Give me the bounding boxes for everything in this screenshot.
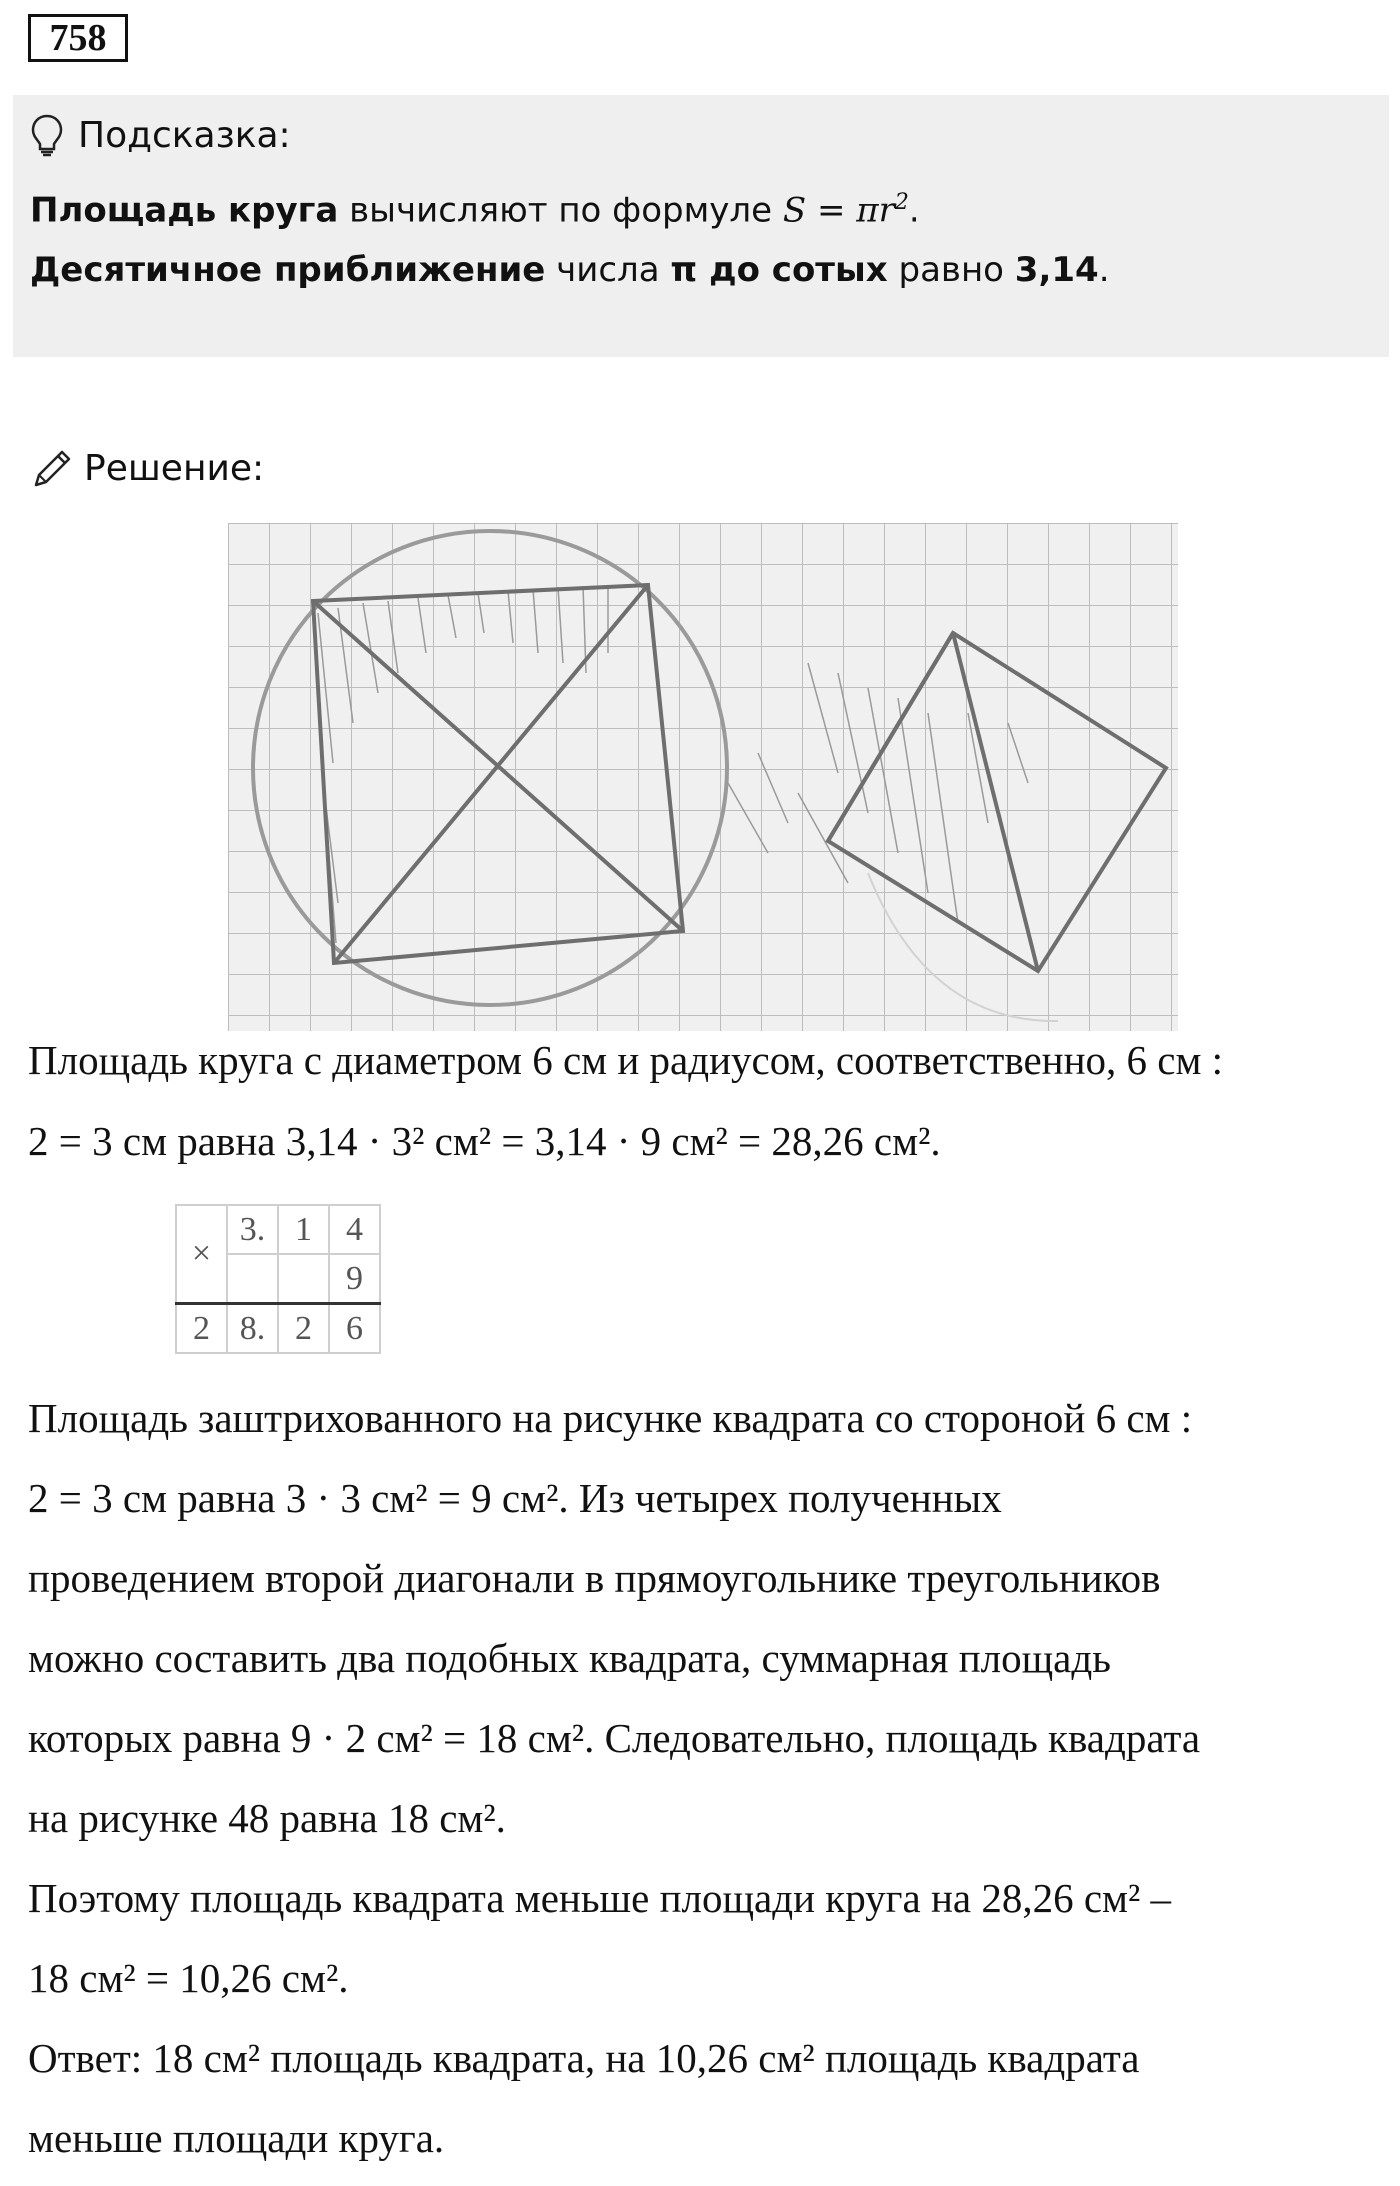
calc-cell [278,1254,329,1304]
formula-exponent: 2 [894,190,909,215]
calc-result-cell: 2 [278,1304,329,1354]
solution-paragraph: 2 = 3 см равна 3,14 · 3² см² = 3,14 · 9 см² = 28,26 см². [28,1118,941,1164]
multiply-sign: × [176,1205,227,1304]
task-number: 758 [28,14,128,62]
hint-line-pi [30,250,1110,290]
solution-drawing [228,523,1178,1031]
solution-title-text: Решение: [84,447,265,489]
calc-cell [227,1254,278,1304]
hint-text: вычисляют по формуле [338,190,783,231]
solution-paragraph: Площадь круга с диаметром 6 см и радиусом, соответственно, 6 см : [28,1037,1224,1083]
solution-paragraph: можно составить два подобных квадрата, суммарная площадь [28,1635,1111,1681]
solution-paragraph: Поэтому площадь квадрата меньше площади круга на 28,26 см² – [28,1875,1172,1921]
calc-cell: 3. [227,1205,278,1254]
solution-paragraph: Площадь заштрихованного на рисунке квадрата со стороной 6 см : [28,1395,1193,1441]
hint-line-end: . [908,190,920,231]
hint-line-formula [30,190,920,230]
calc-result-cell: 6 [329,1304,380,1354]
calc-cell: 1 [278,1205,329,1254]
answer-paragraph: меньше площади круга. [28,2115,445,2161]
hint-bold-circle-area: Площадь круга [30,190,339,231]
calc-result-cell: 2 [176,1304,227,1354]
calc-cell: 9 [329,1254,380,1304]
hint-title-text: Подсказка: [78,114,291,156]
solution-paragraph: которых равна 9 · 2 см² = 18 см². Следовательно, площадь квадрата [28,1715,1201,1761]
formula-lhs: S [782,190,807,231]
hint-title [30,110,291,160]
hint-bold-pi: π до сотых [670,250,888,290]
lightbulb-icon [30,113,64,157]
formula-eq: = [806,190,857,231]
answer-paragraph: Ответ: 18 см² площадь квадрата, на 10,26 см² площадь квадрата [28,2035,1140,2081]
multiplication-table [175,1204,381,1354]
pencil-icon [30,445,76,491]
hint-text: равно [887,250,1015,290]
hint-text: числа [545,250,671,290]
solution-paragraph: на рисунке 48 равна 18 см². [28,1795,506,1841]
solution-paragraph: проведением второй диагонали в прямоугольнике треугольников [28,1555,1161,1601]
hint-bold-value: 3,14 [1014,250,1099,290]
calc-cell: 4 [329,1205,380,1254]
solution-paragraph: 2 = 3 см равна 3 · 3 см² = 9 см². Из четырех полученных [28,1475,1002,1521]
formula-rhs: πr [856,190,895,231]
calc-result-cell: 8. [227,1304,278,1354]
hint-line-end: . [1098,250,1110,290]
solution-title [30,442,264,494]
solution-paragraph: 18 см² = 10,26 см². [28,1955,349,2001]
hint-bold-decimal: Десятичное приближение [30,250,546,290]
